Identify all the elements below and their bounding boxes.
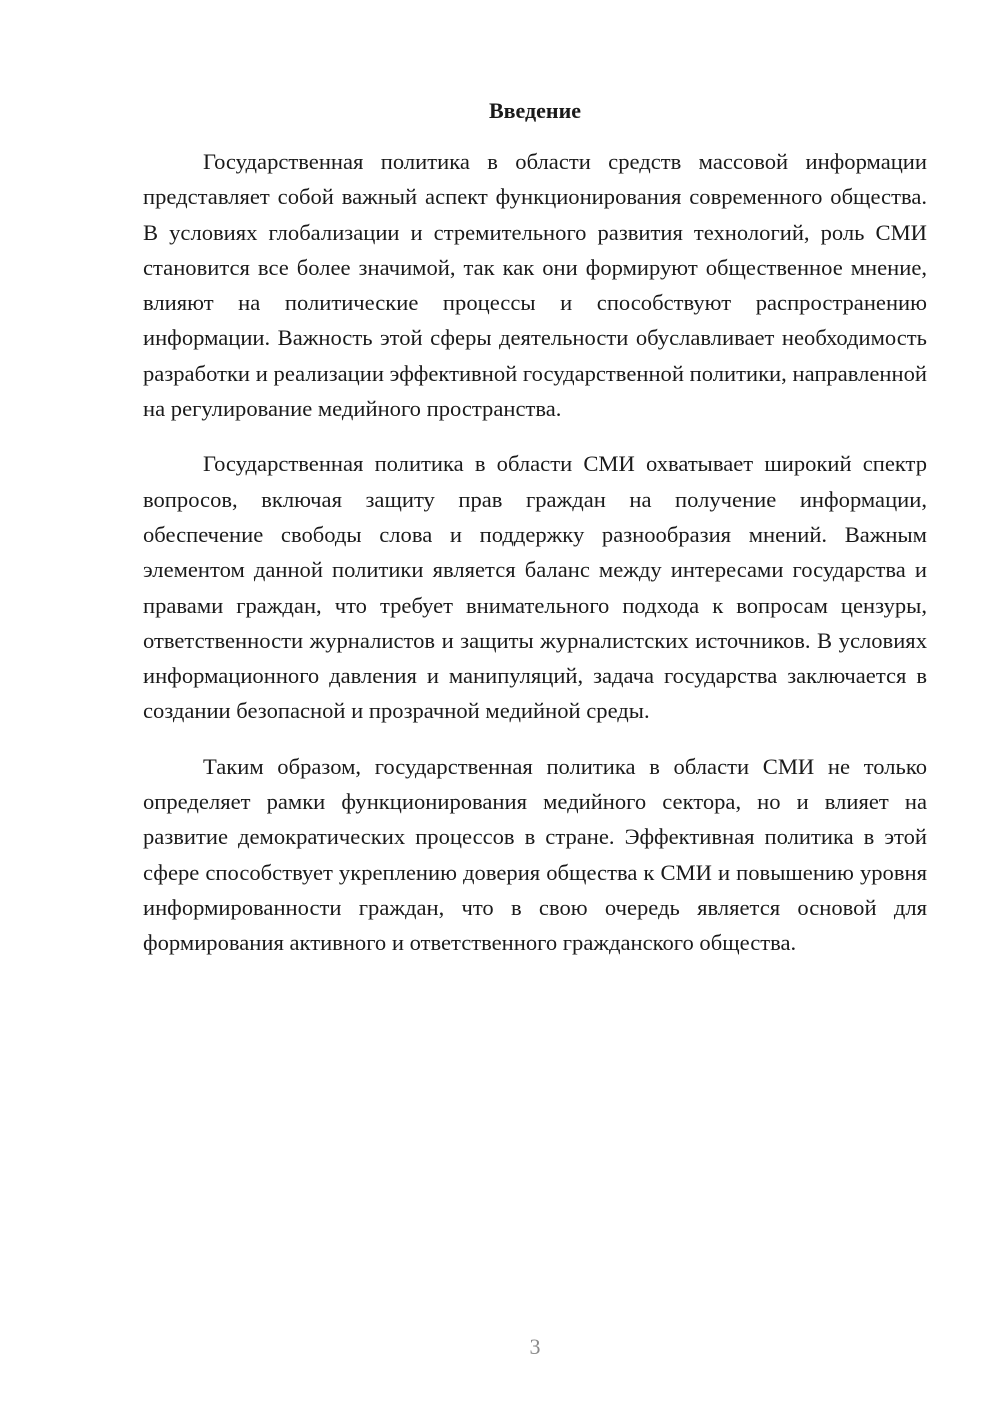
section-title: Введение	[488, 98, 582, 123]
page-number: 3	[529, 1334, 541, 1359]
paragraph-1: Государственная политика в области средств массовой информации представляет собой важный аспект функционирования современного общества. В условиях глобализации и стремительного развития технологий, роль СМИ становится все более значимой, так как они формируют общественное мнение, влияют на политические процессы и способствуют распространению информации. Важность этой сферы деятельности обуславливает необходимость разработки и реализации эффективной государственной политики, направленной на регулирование медийного пространства.	[143, 149, 927, 422]
body-text	[143, 144, 927, 981]
paragraph-3: Таким образом, государственная политика в области СМИ не только определяет рамки функционирования медийного сектора, но и влияет на развитие демократических процессов в стране. Эффективная политика в этой сфере способствует укреплению доверия общества к СМИ и повышению уровня информированности граждан, что в свою очередь является основой для формирования активного и ответственного гражданского общества.	[143, 753, 927, 956]
paragraph-2: Государственная политика в области СМИ охватывает широкий спектр вопросов, включая защиту прав граждан на получение информации, обеспечение свободы слова и поддержку разнообразия мнений. Важным элементом данной политики является баланс между интересами государства и правами граждан, что требует внимательного подхода к вопросам цензуры, ответственности журналистов и защиты журналистских источников. В условиях информационного давления и манипуляций, задача государства заключается в создании безопасной и прозрачной медийной среды.	[143, 451, 927, 724]
